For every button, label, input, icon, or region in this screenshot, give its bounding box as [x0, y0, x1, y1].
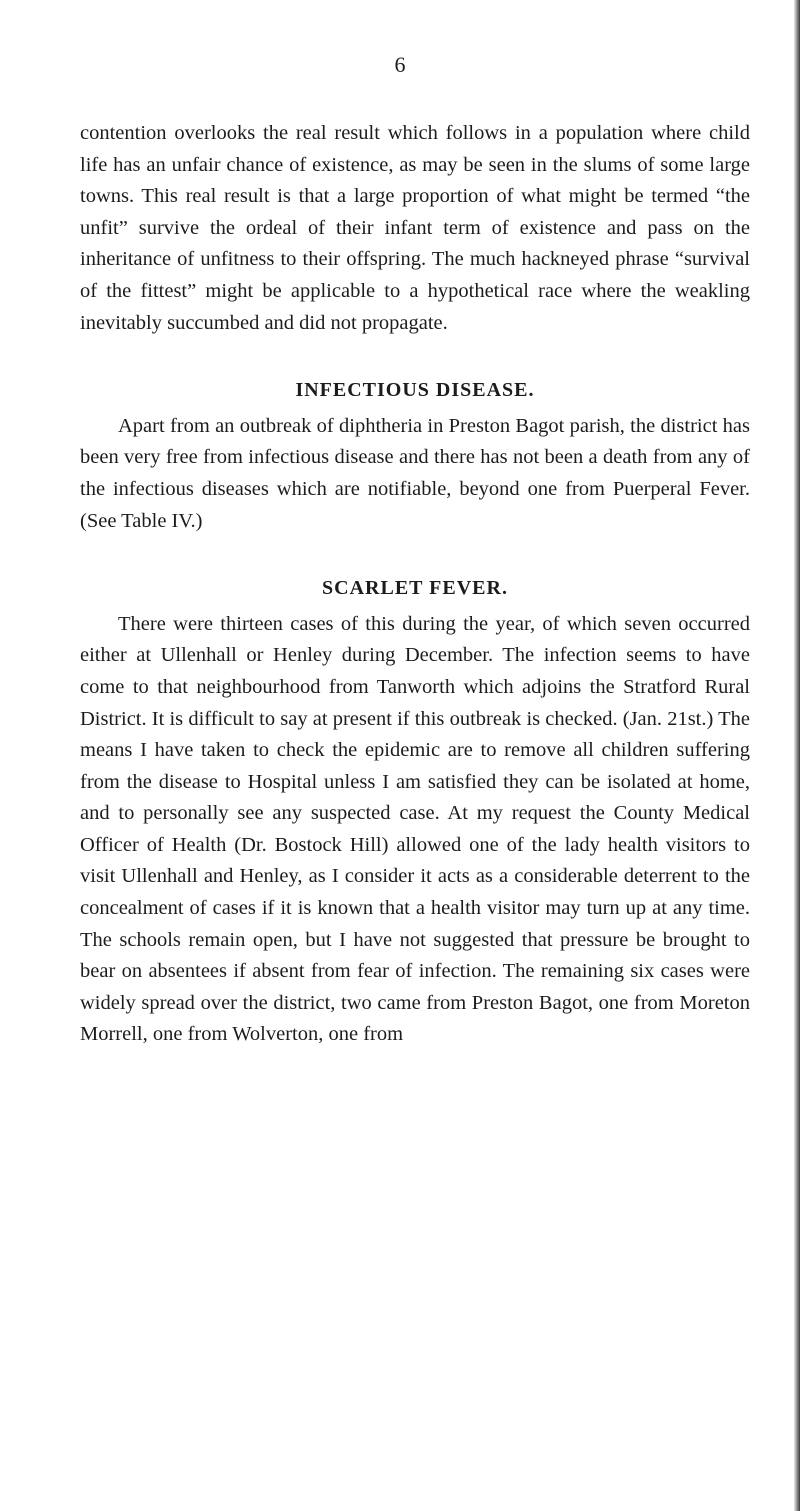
page-number: 6: [394, 52, 406, 77]
paragraph-scarlet-fever: There were thirteen cases of this during the year, of which seven occurred either at Ullenhall or Henley during December. The infection seems to have come to that neighbourhood from Tanworth which adjoins the Stratford Rural District. It is difficult to say at present if this outbreak is checked. (Jan. 21st.) The means I have taken to check the epidemic are to remove all children suffering from the disease to Hospital unless I am satisfied they can be isolated at home, and to personally see any suspected case. At my request the County Medical Officer of Health (Dr. Bostock Hill) allowed one of the lady health visitors to visit Ullenhall and Henley, as I consider it acts as a considerable deterrent to the concealment of cases if it is known that a health visitor may turn up at any time. The schools remain open, but I have not suggested that pressure be brought to bear on absentees if absent from fear of infection. The remaining six cases were widely spread over the district, two came from Preston Bagot, one from Moreton Morrell, one from Wolverton, one from: [80, 612, 750, 1046]
section-heading-scarlet-fever: SCARLET FEVER.: [322, 577, 508, 600]
opening-paragraph: contention overlooks the real result which follows in a population where child life has an unfair chance of existence, as may be seen in the slums of some large towns. This real result is that a large proportion of what might be termed “the unfit” survive the ordeal of their infant term of existence and pass on the inheritance of unfitness to their offspring. The much hackneyed phrase “survival of the fittest” might be applicable to a hypothetical race where the weakling inevitably succumbed and did not propagate.: [80, 122, 750, 334]
document-body: [80, 118, 750, 1051]
page-edge-shadow: [794, 0, 800, 1511]
section-heading-infectious-disease: INFECTIOUS DISEASE.: [295, 379, 535, 402]
paragraph-infectious-disease: Apart from an outbreak of diphtheria in Preston Bagot parish, the district has been very free from infectious disease and there has not been a death from any of the infectious diseases which are notifiable, beyond one from Puerperal Fever. (See Table IV.): [80, 414, 750, 532]
